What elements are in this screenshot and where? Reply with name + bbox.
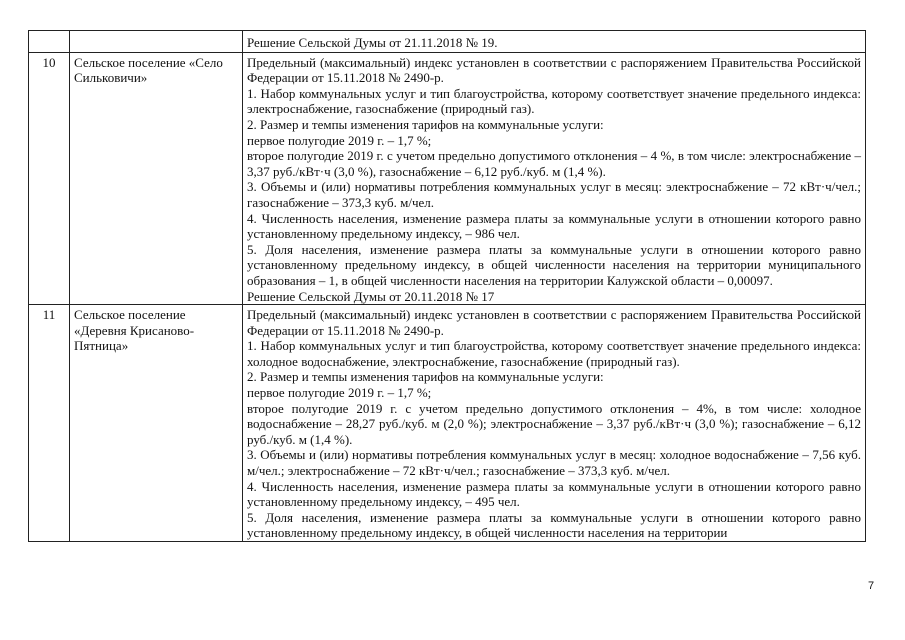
- content-line: первое полугодие 2019 г. – 1,7 %;: [247, 132, 432, 148]
- table-row-11: [29, 305, 866, 542]
- content-line: второе полугодие 2019 г. с учетом предельно допустимого отклонения – 4 %, в том числе: электроснабжение – 3,37 руб./кВт·ч (3,0 %), газоснабжение – 6,12 руб./куб. м (1,4 %).: [247, 148, 861, 179]
- content-line: 3. Объемы и (или) нормативы потребления коммунальных услуг в месяц: холодное водоснабжение – 7,56 куб. м/чел.; электроснабжение – 72 кВт·ч/чел.; газоснабжение – 373,3 куб. м/чел.: [247, 447, 861, 479]
- row-number: 11: [29, 305, 70, 542]
- content-line: 5. Доля населения, изменение размера платы за коммунальные услуги в отношении которого равно установленному предельному индексу, в общей численности населения на территории: [247, 509, 861, 541]
- content-line: 1. Набор коммунальных услуг и тип благоустройства, которому соответствует значение предельного индекса: электроснабжение, газоснабжение (природный газ).: [247, 85, 861, 117]
- content-line: Предельный (максимальный) индекс установлен в соответствии с распоряжением Правительства Российской Федерации от 15.11.2018 № 2490-р.: [247, 54, 861, 86]
- content-line: 3. Объемы и (или) нормативы потребления коммунальных услуг в месяц: электроснабжение – 72 кВт·ч/чел.; газоснабжение – 373,3 куб. м/чел.: [247, 179, 861, 210]
- content-line: первое полугодие 2019 г. – 1,7 %;: [247, 385, 432, 401]
- content-line: 2. Размер и темпы изменения тарифов на коммунальные услуги:: [247, 369, 604, 385]
- content-line: 1. Набор коммунальных услуг и тип благоустройства, которому соответствует значение предельного индекса: холодное водоснабжение, электроснабжение, газоснабжение (природный газ).: [247, 338, 861, 369]
- municipality-name: [70, 31, 243, 53]
- table-body: [29, 31, 866, 542]
- document-page: [28, 30, 866, 542]
- content-line: 4. Численность населения, изменение размера платы за коммунальные услуги в отношении которого равно установленному предельному индексу, – 495 чел.: [247, 478, 861, 510]
- table-row-continuation: [29, 31, 866, 53]
- row-content: [243, 305, 866, 542]
- row-number: 10: [29, 52, 70, 305]
- content-line: 4. Численность населения, изменение размера платы за коммунальные услуги в отношении которого равно установленному предельному индексу, – 986 чел.: [247, 210, 861, 242]
- content-line: второе полугодие 2019 г. с учетом предельно допустимого отклонения – 4%, в том числе: холодное водоснабжение – 28,27 руб./куб. м (2,0 %); электроснабжение – 3,37 руб./кВт·ч (3,0 %); газоснабжение – 6,12 руб./куб. м (1,4 %).: [247, 400, 861, 447]
- municipality-name: Сельское поселение «Деревня Крисаново-Пятница»: [70, 305, 243, 542]
- page-number: 7: [868, 580, 875, 592]
- row-content: [243, 52, 866, 305]
- table-row-10: [29, 52, 866, 305]
- row-number: [29, 31, 70, 53]
- content-line: Решение Сельской Думы от 21.11.2018 № 19.: [247, 35, 498, 50]
- content-line: 5. Доля населения, изменение размера платы за коммунальные услуги в отношении которого равно установленному предельному индексу, в общей численности населения на территории муниципального образования – 1, в общей численности населения на территории Калужской области – 0,00097.: [247, 241, 861, 288]
- content-line: 2. Размер и темпы изменения тарифов на коммунальные услуги:: [247, 116, 604, 132]
- content-line: Решение Сельской Думы от 20.11.2018 № 17: [247, 288, 495, 304]
- row-content: [243, 31, 866, 53]
- municipality-name: Сельское поселение «Село Сильковичи»: [70, 52, 243, 305]
- content-line: Предельный (максимальный) индекс установлен в соответствии с распоряжением Правительства Российской Федерации от 15.11.2018 № 2490-р.: [247, 307, 861, 338]
- tariff-table: [28, 30, 866, 542]
